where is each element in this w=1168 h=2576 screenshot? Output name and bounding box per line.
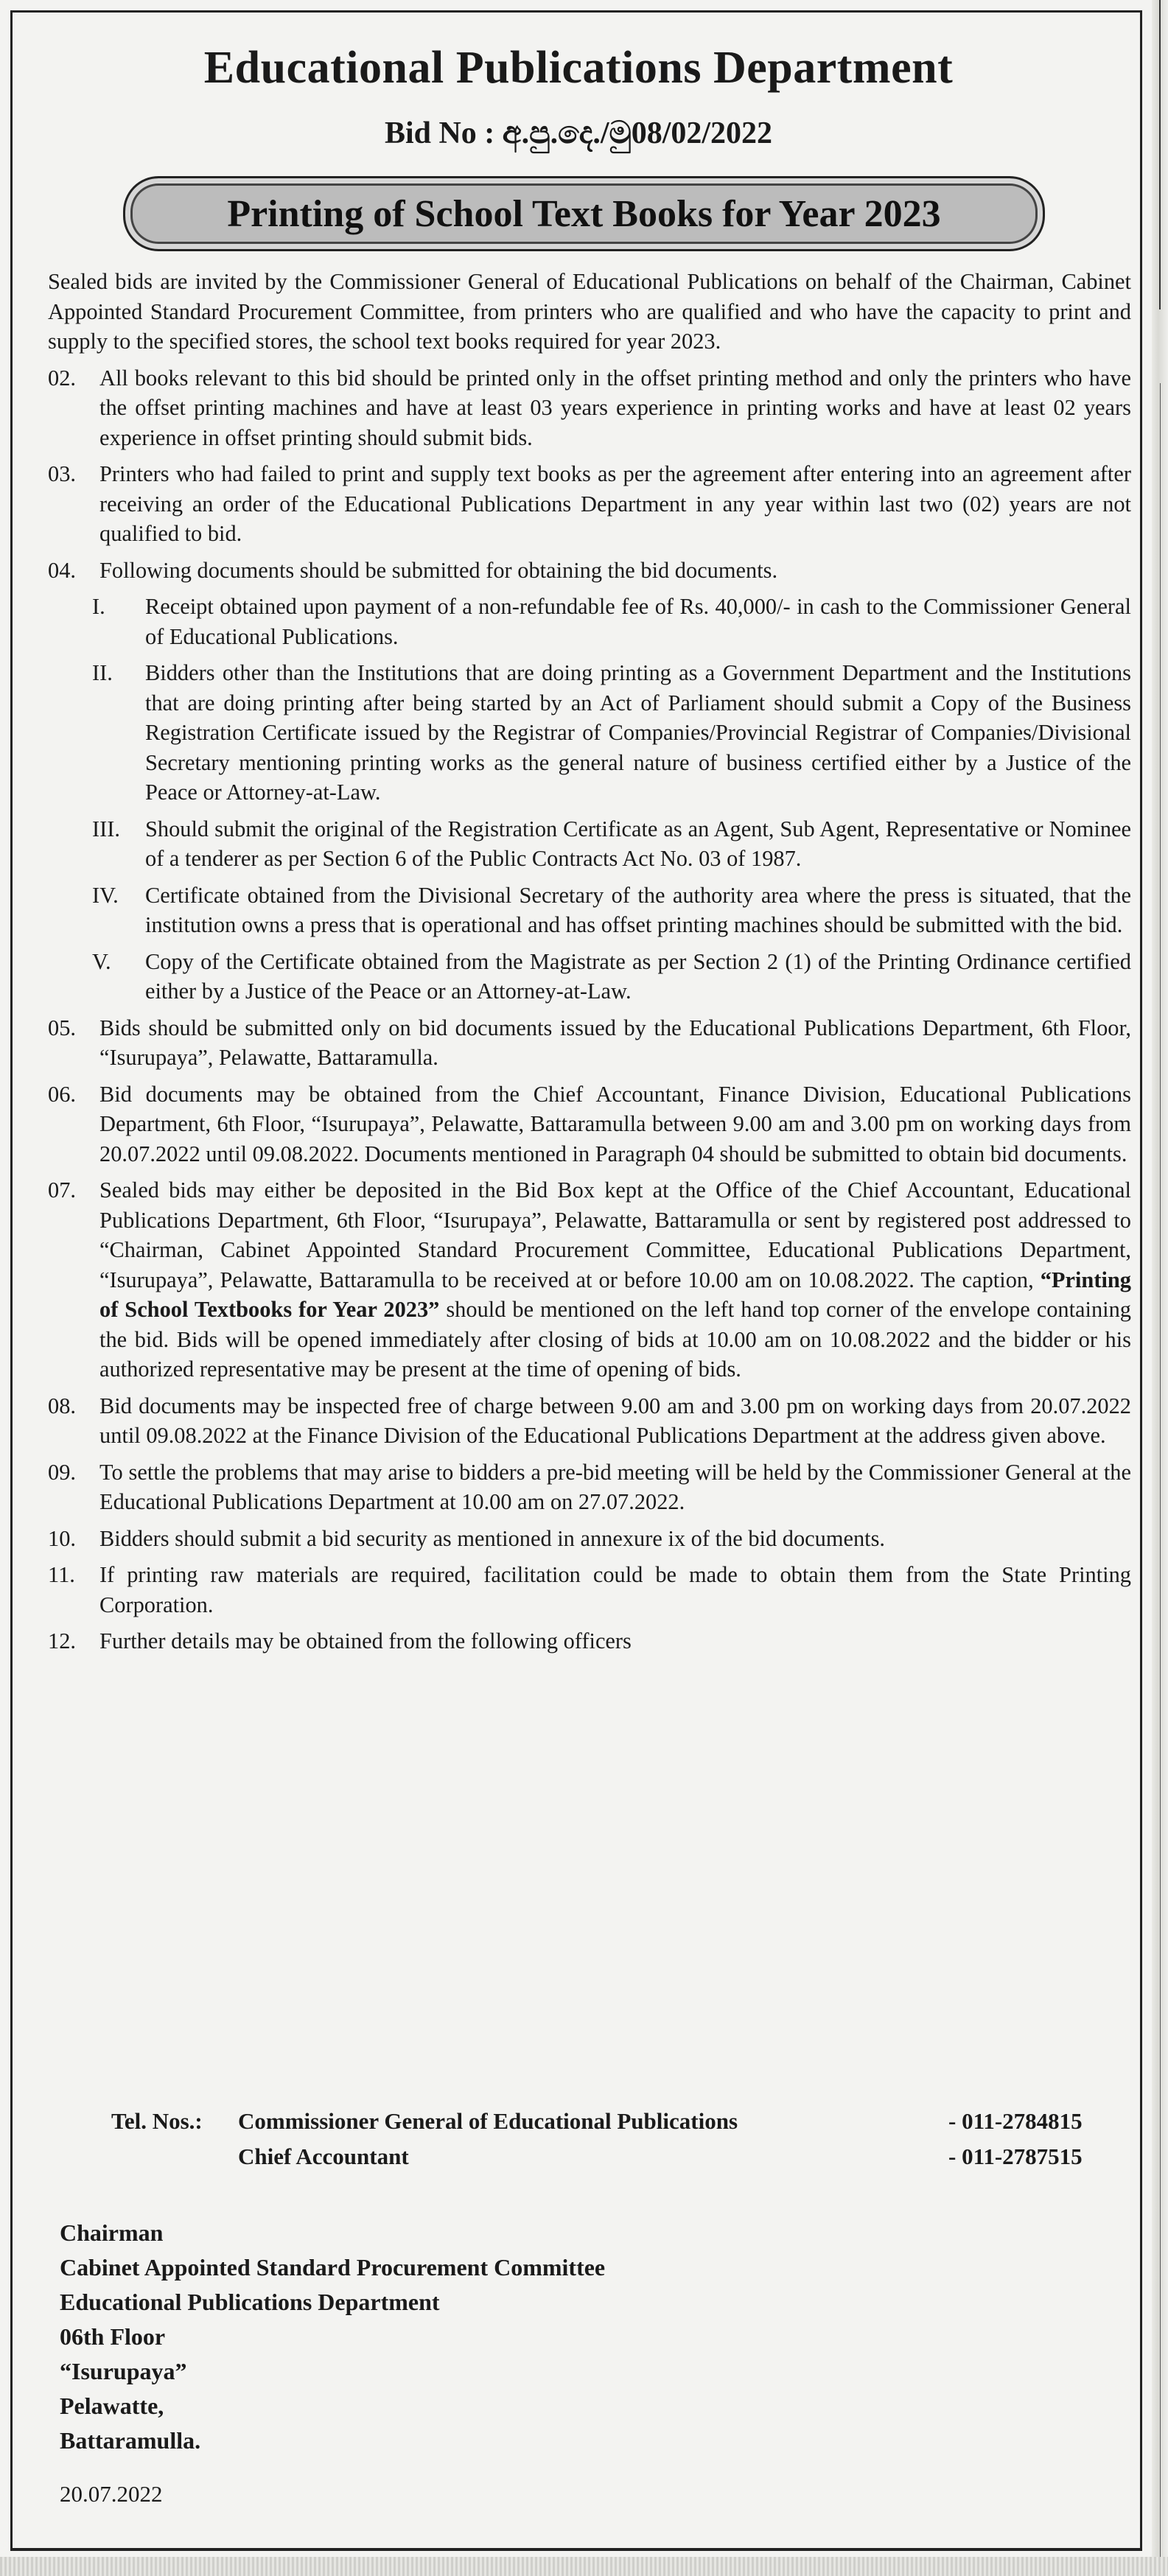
bottom-edge-texture xyxy=(0,2557,1168,2576)
item-text: To settle the problems that may arise to bidders a pre-bid meeting will be held by the Commissioner General at the Educational Publications Department at 10.00 am on 27.07.2022. xyxy=(99,1459,1131,1514)
sub-item-text: Bidders other than the Institutions that are doing printing as a Government Department and the Institutions that are doing printing after being started by an Act of Parliament should submit a Copy of the Business Registration Certificate issued by the Registrar of Companies/Provincial Registrar of Companies/Divisional Secretary mentioning printing works as the general nature of business certified either by a Justice of the Peace or Attorney-at-Law. xyxy=(145,660,1131,805)
title-banner xyxy=(123,176,1045,251)
contact-phone: - 011-2784815 xyxy=(948,2108,1083,2134)
signature-block xyxy=(60,2216,605,2458)
sub-item-text: Copy of the Certificate obtained from the Magistrate as per Section 2 (1) of the Printing Ordinance certified either by a Justice of the Peace or an Attorney-at-Law. xyxy=(145,948,1131,1004)
item-text: Bidders should submit a bid security as mentioned in annexure ix of the bid documents. xyxy=(99,1525,886,1551)
item-text xyxy=(99,1175,1131,1385)
notice-frame xyxy=(10,10,1142,2551)
notice-body xyxy=(48,267,1131,1663)
sub-list-item xyxy=(92,881,1131,940)
contact-row xyxy=(111,2139,1128,2174)
bid-number: Bid No : අ.පු.දෙ./මු08/02/2022 xyxy=(384,116,773,150)
item-text: Further details may be obtained from the following officers xyxy=(99,1628,632,1653)
list-item xyxy=(48,1560,1131,1620)
item-text: Following documents should be submitted for obtaining the bid documents. xyxy=(99,557,778,583)
sub-item-text: Certificate obtained from the Divisional Secretary of the authority area where the press is situated, that the institution owns a press that is operational and has offset printing machines should be submitted with the bid. xyxy=(145,882,1131,937)
contact-officer: Chief Accountant xyxy=(238,2143,409,2169)
item-text: All books relevant to this bid should be printed only in the offset printing method and only the printers who have the offset printing machines and have at least 03 years experience in printing works and have at least 02 years experience in offset printing should submit bids. xyxy=(99,365,1131,450)
sub-item-text: Receipt obtained upon payment of a non-refundable fee of Rs. 40,000/- in cash to the Commissioner General of Educational Publications. xyxy=(145,594,1131,649)
column-rule xyxy=(1160,383,1161,2564)
item-number: 11. xyxy=(48,1562,75,1587)
item-text-part: Sealed bids may either be deposited in the Bid Box kept at the Office of the Chief Accountant, Educational Publications Department, 6th Floor, “Isurupaya”, Pelawatte, Battaramulla or sent by registered post addressed to “Chairman, Cabinet Appointed Standard Procurement Committee, Educational Publications Department, “Isurupaya”, Pelawatte, Battaramulla to be received at or before 10.00 am on 10.08.2022. The caption, xyxy=(99,1177,1131,1292)
list-item xyxy=(48,1626,1131,1656)
item-number: 02. xyxy=(48,365,76,391)
signature-line: Pelawatte, xyxy=(60,2393,164,2419)
signature-line: 06th Floor xyxy=(60,2323,166,2350)
item-number: 12. xyxy=(48,1628,76,1653)
tel-label-spacer xyxy=(111,2139,238,2174)
signature-line: Educational Publications Department xyxy=(60,2289,440,2315)
item-number: 09. xyxy=(48,1459,76,1485)
list-item xyxy=(48,1013,1131,1073)
list-item xyxy=(48,1175,1131,1385)
caption-text: “Printing of School Textbooks for Year 2023” xyxy=(99,1267,1131,1322)
sub-item-number: III. xyxy=(92,816,120,841)
column-rule xyxy=(1159,0,1161,309)
item-number: 10. xyxy=(48,1525,76,1551)
notice-date: 20.07.2022 xyxy=(60,2481,163,2507)
signature-line: “Isurupaya” xyxy=(60,2358,187,2384)
tel-label: Tel. Nos.: xyxy=(111,2108,203,2134)
signature-line: Cabinet Appointed Standard Procurement Committee xyxy=(60,2254,606,2281)
item-text: If printing raw materials are required, facilitation could be made to obtain them from the State Printing Corporation. xyxy=(99,1562,1131,1617)
list-item xyxy=(48,1457,1131,1517)
item-number: 07. xyxy=(48,1177,76,1203)
contact-officer: Commissioner General of Educational Publications xyxy=(238,2108,738,2134)
sub-item-number: II. xyxy=(92,660,113,685)
item-text: Bids should be submitted only on bid documents issued by the Educational Publications Department, 6th Floor, “Isurupaya”, Pelawatte, Battaramulla. xyxy=(99,1015,1131,1070)
sub-list-item xyxy=(92,658,1131,808)
item-number: 05. xyxy=(48,1015,76,1040)
sub-list-item xyxy=(92,592,1131,651)
item-text: Printers who had failed to print and supply text books as per the agreement after entering into an agreement after receiving an order of the Educational Publications Department in any year within last two (02) years are not qualified to bid. xyxy=(99,461,1131,546)
item-number: 04. xyxy=(48,557,76,583)
banner-text: Printing of School Text Books for Year 2023 xyxy=(227,192,941,235)
contact-numbers xyxy=(111,2104,1128,2174)
list-item xyxy=(48,459,1131,549)
sub-item-number: V. xyxy=(92,948,111,974)
sub-item-text: Should submit the original of the Registration Certificate as an Agent, Sub Agent, Representative or Nominee of a tenderer as per Section 6 of the Public Contracts Act No. 03 of 1987. xyxy=(145,816,1131,871)
item-number: 08. xyxy=(48,1393,76,1418)
sub-list-item xyxy=(92,947,1131,1007)
signature-line: Chairman xyxy=(60,2219,164,2246)
item-text: Bid documents may be inspected free of charge between 9.00 am and 3.00 pm on working days from 20.07.2022 until 09.08.2022 at the Finance Division of the Educational Publications Department at the address given above. xyxy=(99,1393,1131,1448)
contact-phone: - 011-2787515 xyxy=(948,2143,1083,2169)
item-number: 03. xyxy=(48,461,76,486)
list-item xyxy=(48,1524,1131,1554)
item-text-part: should be mentioned on the left hand top corner of the envelope containing the bid. Bids will be opened immediately after closing of bids at 10.00 am on 10.08.2022 and the bidder or his authorized representative may be present at the time of opening of bids. xyxy=(99,1297,1131,1382)
intro-paragraph: Sealed bids are invited by the Commissioner General of Educational Publications on behalf of the Chairman, Cabinet Appointed Standard Procurement Committee, from printers who are qualified and who have the capacity to print and supply to the specified stores, the school text books required for year 2023. xyxy=(48,269,1131,354)
item-text: Bid documents may be obtained from the Chief Accountant, Finance Division, Educational Publications Department, 6th Floor, “Isurupaya”, Pelawatte, Battaramulla between 9.00 am and 3.00 pm on working days from 20.07.2022 until 09.08.2022. Documents mentioned in Paragraph 04 should be submitted to obtain bid documents. xyxy=(99,1081,1131,1166)
item-number: 06. xyxy=(48,1081,76,1107)
list-item xyxy=(48,1391,1131,1451)
list-item xyxy=(48,1079,1131,1169)
sub-item-number: IV. xyxy=(92,882,119,908)
list-item xyxy=(48,556,1131,586)
page-title: Educational Publications Department xyxy=(203,43,954,93)
signature-line: Battaramulla. xyxy=(60,2427,201,2454)
sub-list-item xyxy=(92,814,1131,874)
list-item xyxy=(48,363,1131,453)
contact-row xyxy=(111,2104,1128,2139)
sub-item-number: I. xyxy=(92,594,105,619)
